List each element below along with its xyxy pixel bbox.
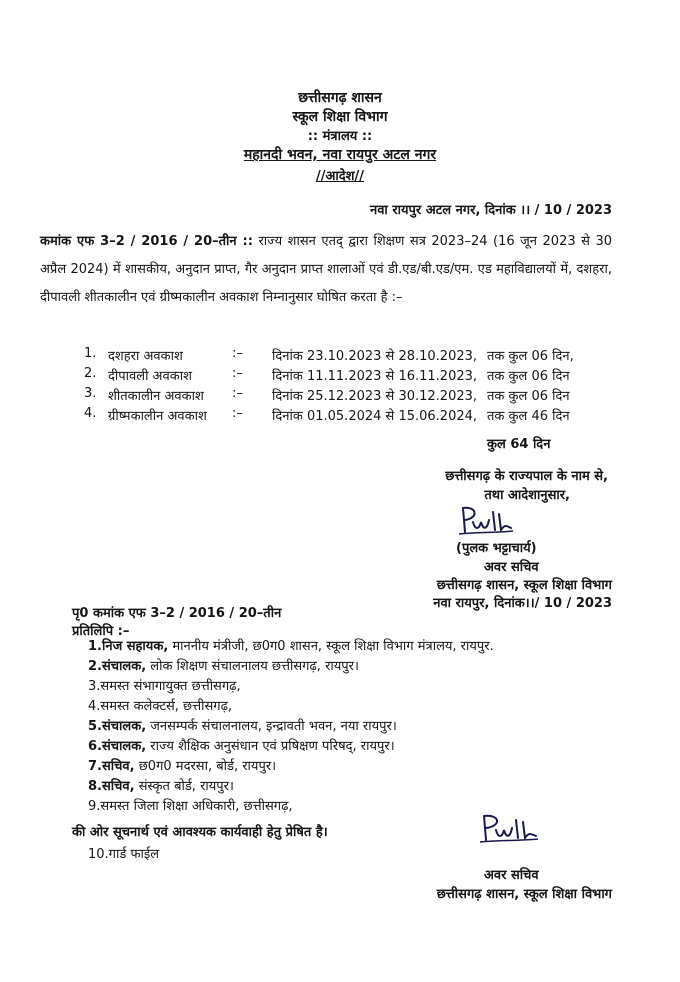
- header-line-1: छत्तीसगढ़ शासन: [298, 90, 382, 106]
- holiday-total-days: तक कुल 06 दिन: [487, 369, 570, 384]
- holiday-number: 2.: [84, 366, 97, 381]
- grand-total: कुल 64 दिन: [487, 437, 551, 452]
- copy-recipient-text: 9.समस्त जिला शिक्षा अधिकारी, छत्तीसगढ़,: [88, 799, 293, 814]
- signatory-line-2: तथा आदेशानुसार,: [484, 488, 570, 503]
- copy-recipient-item: [88, 656, 359, 674]
- copy-recipient-text: माननीय मंत्रीजी, छ0ग0 शासन, स्कूल शिक्षा विभाग मंत्रालय, रायपुर.: [168, 639, 494, 654]
- order-body: राज्य शासन एतद् द्वारा शिक्षण सत्र 2023–24 (16 जून 2023 से 30 अप्रैल 2024) में शासकीय, अनुदान प्राप्त, गैर अनुदान प्राप्त शालाओं एवं डी.एड/बी.एड/एम. एड महाविद्यालयों में, दशहरा, दीपावली शीतकालीन एवं ग्रीष्मकालीन अवकाश निम्नानुसार घोषित करता है :–: [40, 234, 612, 305]
- signatory2-designation: अवर सचिव: [484, 868, 539, 883]
- holiday-name: दशहरा अवकाश: [108, 349, 183, 364]
- signature-mark-2: [476, 810, 540, 846]
- holiday-separator: :–: [232, 346, 243, 361]
- copy-file-item: 10.गार्ड फाईल: [88, 847, 160, 862]
- header-line-5: //आदेश//: [315, 169, 365, 184]
- holiday-row: [0, 366, 680, 386]
- copy-recipient-text: छ0ग0 मदरसा, बोर्ड, रायपुर।: [134, 759, 277, 774]
- copy-recipient-title: 2.संचालक,: [88, 659, 147, 674]
- signature-mark: [455, 504, 515, 538]
- signatory-line-1: छत्तीसगढ़ के राज्यपाल के नाम से,: [445, 469, 608, 484]
- holiday-date-range: दिनांक 11.11.2023 से 16.11.2023,: [272, 369, 478, 384]
- copy-order-number: पृ0 कमांक एफ 3–2 / 2016 / 20–तीन: [72, 606, 282, 621]
- holiday-separator: :–: [232, 386, 243, 401]
- order-date: नवा रायपुर अटल नगर, दिनांक ।। / 10 / 2023: [369, 203, 612, 218]
- copy-recipient-item: [88, 676, 241, 694]
- copy-recipient-text: 3.समस्त संभागायुक्त छत्तीसगढ़,: [88, 679, 241, 694]
- holiday-date-range: दिनांक 23.10.2023 से 28.10.2023,: [272, 349, 478, 364]
- copy-recipient-text: लोक शिक्षण संचालनालय छत्तीसगढ़, रायपुर।: [146, 659, 359, 674]
- header-line-4: महानदी भवन, नवा रायपुर अटल नगर: [243, 147, 437, 163]
- copy-recipient-text: राज्य शैक्षिक अनुसंधान एवं प्रषिक्षण परिषद्, रायपुर।: [146, 739, 395, 754]
- signatory-place-date: नवा रायपुर, दिनांक।।/ 10 / 2023: [433, 596, 612, 611]
- holiday-number: 1.: [84, 346, 97, 361]
- holiday-separator: :–: [232, 366, 243, 381]
- header-line-2: स्कूल शिक्षा विभाग: [292, 109, 388, 125]
- holiday-total-days: तक कुल 06 दिन,: [487, 349, 574, 364]
- holiday-row: [0, 386, 680, 406]
- holiday-row: [0, 346, 680, 366]
- copy-recipient-item: [88, 796, 293, 814]
- copy-recipient-title: 5.संचालक,: [88, 719, 147, 734]
- holiday-number: 4.: [84, 406, 97, 421]
- holiday-name: ग्रीष्मकालीन अवकाश: [108, 409, 207, 424]
- copy-recipient-title: 1.निज सहायक,: [88, 639, 169, 654]
- copy-recipient-item: [88, 696, 232, 714]
- copy-heading: प्रतिलिपि :–: [72, 624, 130, 639]
- order-number: कमांक एफ 3–2 / 2016 / 20–तीन ::: [40, 234, 253, 249]
- holiday-row: [0, 406, 680, 426]
- copy-recipient-text: जनसम्पर्क संचालनालय, इन्द्रावती भवन, नया रायपुर।: [146, 719, 397, 734]
- holiday-date-range: दिनांक 25.12.2023 से 30.12.2023,: [272, 389, 478, 404]
- copy-recipient-text: 4.समस्त कलेक्टर्स, छत्तीसगढ़,: [88, 699, 233, 714]
- holiday-total-days: तक कुल 46 दिन: [487, 409, 570, 424]
- holiday-total-days: तक कुल 06 दिन: [487, 389, 570, 404]
- copy-recipient-item: [88, 736, 395, 754]
- copy-recipient-item: [88, 636, 494, 654]
- order-paragraph: [40, 228, 612, 312]
- copy-recipient-text: संस्कृत बोर्ड, रायपुर।: [134, 779, 234, 794]
- holiday-separator: :–: [232, 406, 243, 421]
- copy-recipient-item: [88, 756, 276, 774]
- copy-recipient-title: 6.संचालक,: [88, 739, 147, 754]
- holiday-number: 3.: [84, 386, 97, 401]
- copy-closing: की ओर सूचनार्थ एवं आवश्यक कार्यवाही हेतु प्रेषित है।: [72, 825, 328, 840]
- signatory2-department: छत्तीसगढ़ शासन, स्कूल शिक्षा विभाग: [436, 887, 612, 902]
- copy-recipient-title: 8.सचिव,: [88, 779, 135, 794]
- copy-recipient-title: 7.सचिव,: [88, 759, 135, 774]
- header-line-3: :: मंत्रालय ::: [307, 129, 373, 144]
- holiday-date-range: दिनांक 01.05.2024 से 15.06.2024,: [272, 409, 478, 424]
- copy-recipient-item: [88, 716, 397, 734]
- signatory-designation: अवर सचिव: [484, 560, 539, 575]
- signatory-department: छत्तीसगढ़ शासन, स्कूल शिक्षा विभाग: [436, 578, 612, 593]
- copy-recipient-item: [88, 776, 234, 794]
- signatory-name: (पुलक भट्टाचार्य): [456, 541, 537, 556]
- holiday-name: दीपावली अवकाश: [108, 369, 192, 384]
- holiday-name: शीतकालीन अवकाश: [108, 389, 204, 404]
